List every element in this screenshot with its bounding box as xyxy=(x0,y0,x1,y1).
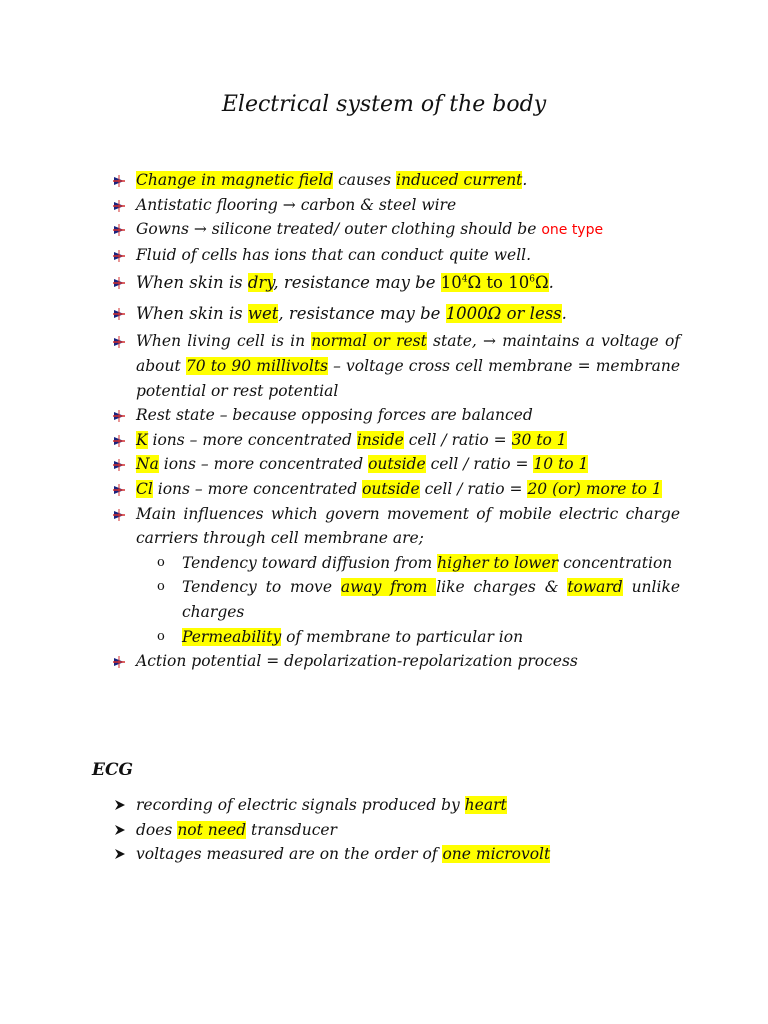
arrow-bullet-icon xyxy=(112,335,126,349)
text: – voltage cross cell membrane = membrane potential or rest potential xyxy=(136,356,680,400)
text: Main influences which govern movement of mobile electric charge carriers through cell membrane are; xyxy=(136,504,680,548)
highlight: inside xyxy=(356,430,404,449)
text: like charges & xyxy=(436,578,568,597)
text: When skin is xyxy=(136,273,248,293)
list-item xyxy=(110,649,680,674)
text: , resistance may be xyxy=(278,304,446,324)
text: Rest state – because opposing forces are balanced xyxy=(136,406,533,425)
text: ions – more concentrated xyxy=(158,455,369,474)
highlight: Cl xyxy=(136,479,153,498)
list-item xyxy=(110,329,680,403)
arrow-bullet-icon xyxy=(112,223,126,237)
arrow-bullet-icon xyxy=(112,458,126,472)
list-item xyxy=(110,818,680,843)
text: Gowns → silicone treated/ outer clothing should be xyxy=(136,220,542,239)
arrow-bullet-icon xyxy=(112,434,126,448)
list-item xyxy=(110,842,680,867)
text: Action potential = depolarization-repolarization process xyxy=(136,652,578,671)
highlight: 70 to 90 millivolts xyxy=(185,356,329,375)
arrow-bullet-icon xyxy=(112,276,126,290)
circle-bullet-icon: o xyxy=(157,554,165,570)
sub-list-item xyxy=(110,575,680,624)
list-item xyxy=(110,403,680,428)
superscript: 4 xyxy=(461,274,468,285)
list-item xyxy=(110,298,680,329)
bullet-list xyxy=(110,168,680,674)
text: ions – more concentrated xyxy=(147,430,357,449)
arrow-bullet-icon xyxy=(112,199,126,213)
highlight: wet xyxy=(247,304,279,324)
highlight: induced current xyxy=(396,171,523,189)
list-item xyxy=(110,217,680,243)
sub-list-item xyxy=(110,625,680,650)
text: Fluid of cells has ions that can conduct quite well. xyxy=(136,245,532,264)
highlight: toward xyxy=(567,578,623,597)
text: When skin is xyxy=(136,304,248,324)
arrow-bullet-icon xyxy=(112,249,126,263)
text: cell / ratio = xyxy=(403,430,512,449)
text: Antistatic flooring → carbon & steel wire xyxy=(136,195,457,214)
text: concentration xyxy=(558,553,673,572)
text: Tendency to move xyxy=(182,578,341,597)
text: . xyxy=(548,273,554,293)
text: state, → maintains a voltage of about xyxy=(136,332,681,375)
superscript: 6 xyxy=(529,274,535,285)
highlight: 10 to 1 xyxy=(533,455,589,474)
list-item xyxy=(110,793,680,818)
page-title: Electrical system of the body xyxy=(221,92,547,117)
circle-bullet-icon: o xyxy=(157,628,165,644)
highlight: Permeability xyxy=(182,627,282,646)
text: . xyxy=(522,171,528,189)
arrow-bullet-icon xyxy=(112,483,126,497)
list-item xyxy=(110,477,680,502)
text: ions – more concentrated xyxy=(152,479,363,498)
text: voltages measured are on the order of xyxy=(136,845,443,864)
highlight: normal or rest xyxy=(311,332,427,351)
highlight: away from xyxy=(340,578,437,597)
chevron-arrow-icon xyxy=(114,824,126,836)
text: Ω xyxy=(534,273,549,293)
highlight-value: 1000Ω or less xyxy=(445,304,562,324)
arrow-bullet-icon xyxy=(112,655,126,669)
text: recording of electric signals produced by xyxy=(136,796,465,814)
chevron-arrow-icon xyxy=(114,848,126,860)
highlight: K xyxy=(136,430,148,449)
text: causes xyxy=(333,171,396,189)
highlight: not need xyxy=(177,820,247,839)
text: . xyxy=(561,304,567,324)
highlight: 30 to 1 xyxy=(511,430,567,449)
text: transducer xyxy=(246,820,337,839)
highlight: dry xyxy=(247,273,274,293)
highlight: Na xyxy=(136,455,159,474)
list-item xyxy=(110,267,680,298)
list-item xyxy=(110,193,680,218)
text: does xyxy=(136,820,178,839)
section-heading-ecg: ECG xyxy=(92,760,134,780)
arrow-bullet-icon xyxy=(112,174,126,188)
list-item xyxy=(110,452,680,477)
text: cell / ratio = xyxy=(425,455,534,474)
highlight: 20 (or) more to 1 xyxy=(527,479,662,498)
text: of membrane to particular ion xyxy=(281,627,524,646)
highlight: heart xyxy=(464,796,507,814)
chevron-arrow-icon xyxy=(114,799,126,811)
list-item xyxy=(110,168,680,193)
text: Ω to 10 xyxy=(467,273,530,293)
list-item xyxy=(110,502,680,551)
text: , resistance may be xyxy=(273,273,441,293)
circle-bullet-icon: o xyxy=(157,579,165,595)
text: unlike charges xyxy=(182,578,681,621)
highlight: higher to lower xyxy=(437,553,559,572)
arrow-bullet-icon xyxy=(112,508,126,522)
ecg-list xyxy=(110,793,680,867)
highlight: Change in magnetic field xyxy=(136,171,334,189)
sub-list-item xyxy=(110,551,680,576)
text: When living cell is in xyxy=(136,332,312,351)
text: 10 xyxy=(440,273,462,293)
arrow-bullet-icon xyxy=(112,409,126,423)
highlight: outside xyxy=(368,455,426,474)
list-item xyxy=(110,243,680,268)
text: cell / ratio = xyxy=(419,479,528,498)
text: Tendency toward diffusion from xyxy=(182,553,438,572)
arrow-bullet-icon xyxy=(112,307,126,321)
highlight-value xyxy=(441,273,549,292)
list-item xyxy=(110,428,680,453)
highlight: one microvolt xyxy=(442,845,551,864)
highlight: outside xyxy=(362,479,420,498)
emphasis-text: one type xyxy=(541,222,604,239)
